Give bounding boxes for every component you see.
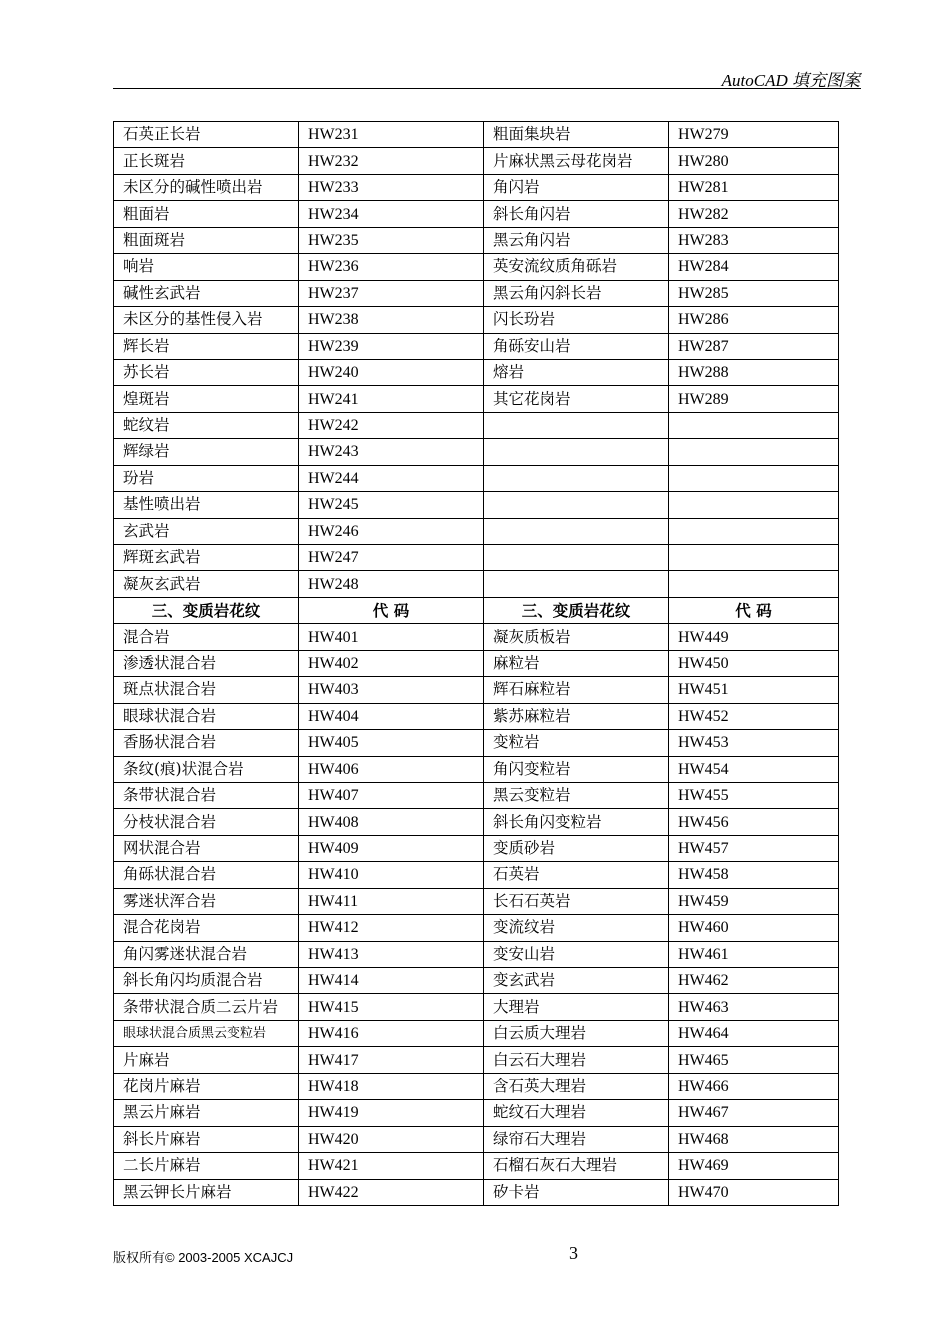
- pattern-code-cell: HW241: [299, 386, 484, 412]
- rock-name-cell: 碱性玄武岩: [114, 280, 299, 306]
- pattern-code-cell: HW237: [299, 280, 484, 306]
- pattern-code-cell: HW235: [299, 227, 484, 253]
- table-row: [114, 888, 839, 914]
- rock-name-cell: 香肠状混合岩: [114, 730, 299, 756]
- pattern-code-cell: HW453: [669, 730, 839, 756]
- table-row: [114, 677, 839, 703]
- rock-name-cell: 片麻岩: [114, 1047, 299, 1073]
- rock-name-cell: 角闪雾迷状混合岩: [114, 941, 299, 967]
- pattern-code-cell: HW239: [299, 333, 484, 359]
- rock-name-cell: 未区分的基性侵入岩: [114, 307, 299, 333]
- rock-name-cell: 斜长角闪变粒岩: [484, 809, 669, 835]
- table-row: [114, 201, 839, 227]
- rock-name-cell: [484, 439, 669, 465]
- rock-name-cell: 黑云钾长片麻岩: [114, 1179, 299, 1205]
- header-divider: [113, 88, 861, 89]
- pattern-code-cell: HW286: [669, 307, 839, 333]
- pattern-code-cell: HW411: [299, 888, 484, 914]
- rock-name-cell: 煌斑岩: [114, 386, 299, 412]
- pattern-code-cell: HW455: [669, 782, 839, 808]
- pattern-code-cell: HW285: [669, 280, 839, 306]
- rock-name-cell: 辉石麻粒岩: [484, 677, 669, 703]
- rock-name-cell: 斜长片麻岩: [114, 1126, 299, 1152]
- pattern-code-cell: [669, 518, 839, 544]
- table-row: [114, 703, 839, 729]
- pattern-code-cell: HW465: [669, 1047, 839, 1073]
- rock-name-cell: 正长斑岩: [114, 148, 299, 174]
- rock-name-cell: 角砾安山岩: [484, 333, 669, 359]
- pattern-code-cell: HW460: [669, 915, 839, 941]
- rock-name-cell: 网状混合岩: [114, 835, 299, 861]
- rock-name-cell: 雾迷状浑合岩: [114, 888, 299, 914]
- pattern-code-cell: HW405: [299, 730, 484, 756]
- header-name-cell: 三、变质岩花纹: [484, 597, 669, 623]
- pattern-code-cell: [669, 545, 839, 571]
- rock-name-cell: 眼球状混合质黑云变粒岩: [114, 1020, 299, 1046]
- rock-name-cell: 白云质大理岩: [484, 1020, 669, 1046]
- rock-name-cell: 二长片麻岩: [114, 1153, 299, 1179]
- pattern-code-cell: HW458: [669, 862, 839, 888]
- pattern-code-cell: HW418: [299, 1073, 484, 1099]
- table-row: [114, 254, 839, 280]
- pattern-code-cell: HW413: [299, 941, 484, 967]
- rock-name-cell: 角砾状混合岩: [114, 862, 299, 888]
- table-row: [114, 915, 839, 941]
- table-row: [114, 1020, 839, 1046]
- pattern-code-cell: HW246: [299, 518, 484, 544]
- rock-name-cell: 石英岩: [484, 862, 669, 888]
- rock-name-cell: [484, 465, 669, 491]
- table-row: [114, 1073, 839, 1099]
- pattern-code-table: [113, 121, 839, 1206]
- pattern-code-cell: [669, 571, 839, 597]
- rock-name-cell: 粗面斑岩: [114, 227, 299, 253]
- pattern-code-cell: HW401: [299, 624, 484, 650]
- table-row: [114, 862, 839, 888]
- table-row: [114, 280, 839, 306]
- rock-name-cell: 黑云片麻岩: [114, 1100, 299, 1126]
- pattern-code-cell: HW420: [299, 1126, 484, 1152]
- rock-name-cell: 其它花岗岩: [484, 386, 669, 412]
- rock-name-cell: 玢岩: [114, 465, 299, 491]
- table-row: [114, 968, 839, 994]
- pattern-code-cell: HW231: [299, 122, 484, 148]
- rock-name-cell: 凝灰质板岩: [484, 624, 669, 650]
- rock-name-cell: 紫苏麻粒岩: [484, 703, 669, 729]
- table-row: [114, 174, 839, 200]
- table-row: [114, 545, 839, 571]
- pattern-code-cell: [669, 465, 839, 491]
- pattern-code-cell: HW406: [299, 756, 484, 782]
- pattern-code-cell: HW280: [669, 148, 839, 174]
- pattern-code-cell: HW288: [669, 359, 839, 385]
- rock-name-cell: 英安流纹质角砾岩: [484, 254, 669, 280]
- rock-name-cell: [484, 492, 669, 518]
- pattern-code-cell: HW236: [299, 254, 484, 280]
- rock-name-cell: 渗透状混合岩: [114, 650, 299, 676]
- pattern-code-cell: HW417: [299, 1047, 484, 1073]
- pattern-code-cell: HW412: [299, 915, 484, 941]
- pattern-code-cell: HW408: [299, 809, 484, 835]
- pattern-code-cell: HW282: [669, 201, 839, 227]
- rock-name-cell: 蛇纹石大理岩: [484, 1100, 669, 1126]
- pattern-code-cell: HW233: [299, 174, 484, 200]
- pattern-code-cell: HW451: [669, 677, 839, 703]
- table-row: [114, 227, 839, 253]
- rock-name-cell: 混合花岗岩: [114, 915, 299, 941]
- rock-name-cell: 熔岩: [484, 359, 669, 385]
- rock-name-cell: 玄武岩: [114, 518, 299, 544]
- rock-name-cell: 斜长角闪岩: [484, 201, 669, 227]
- table-row: [114, 359, 839, 385]
- rock-name-cell: 石榴石灰石大理岩: [484, 1153, 669, 1179]
- header-name-cell: 三、变质岩花纹: [114, 597, 299, 623]
- table-row: [114, 1179, 839, 1205]
- rock-name-cell: 斜长角闪均质混合岩: [114, 968, 299, 994]
- section-header-row: [114, 597, 839, 623]
- rock-name-cell: 斑点状混合岩: [114, 677, 299, 703]
- table-row: [114, 756, 839, 782]
- rock-name-cell: 条纹(痕)状混合岩: [114, 756, 299, 782]
- pattern-code-cell: HW407: [299, 782, 484, 808]
- rock-name-cell: 眼球状混合岩: [114, 703, 299, 729]
- rock-name-cell: 麻粒岩: [484, 650, 669, 676]
- table-row: [114, 730, 839, 756]
- table-row: [114, 809, 839, 835]
- pattern-code-cell: HW466: [669, 1073, 839, 1099]
- rock-name-cell: 角闪变粒岩: [484, 756, 669, 782]
- table-row: [114, 1100, 839, 1126]
- table-row: [114, 571, 839, 597]
- table-row: [114, 835, 839, 861]
- table-row: [114, 1153, 839, 1179]
- rock-name-cell: 黑云角闪岩: [484, 227, 669, 253]
- table-row: [114, 941, 839, 967]
- rock-name-cell: 角闪岩: [484, 174, 669, 200]
- rock-name-cell: 条带状混合质二云片岩: [114, 994, 299, 1020]
- rock-name-cell: 变流纹岩: [484, 915, 669, 941]
- rock-name-cell: 粗面集块岩: [484, 122, 669, 148]
- pattern-code-cell: HW462: [669, 968, 839, 994]
- pattern-code-cell: HW281: [669, 174, 839, 200]
- pattern-code-cell: HW461: [669, 941, 839, 967]
- rock-name-cell: 白云石大理岩: [484, 1047, 669, 1073]
- pattern-code-cell: HW410: [299, 862, 484, 888]
- table-row: [114, 386, 839, 412]
- rock-name-cell: [484, 571, 669, 597]
- table-row: [114, 994, 839, 1020]
- rock-name-cell: 蛇纹岩: [114, 412, 299, 438]
- pattern-code-cell: HW403: [299, 677, 484, 703]
- footer-copyright: 版权所有© 2003-2005 XCAJCJ: [113, 1250, 294, 1265]
- rock-name-cell: 长石石英岩: [484, 888, 669, 914]
- rock-name-cell: 未区分的碱性喷出岩: [114, 174, 299, 200]
- pattern-code-cell: HW289: [669, 386, 839, 412]
- header-code-cell: 代 码: [299, 597, 484, 623]
- rock-name-cell: 闪长玢岩: [484, 307, 669, 333]
- pattern-code-cell: [669, 492, 839, 518]
- pattern-code-cell: HW467: [669, 1100, 839, 1126]
- table-row: [114, 439, 839, 465]
- pattern-code-cell: HW240: [299, 359, 484, 385]
- pattern-code-cell: HW456: [669, 809, 839, 835]
- pattern-code-cell: HW232: [299, 148, 484, 174]
- rock-name-cell: 变质砂岩: [484, 835, 669, 861]
- pattern-code-cell: HW242: [299, 412, 484, 438]
- table-row: [114, 307, 839, 333]
- rock-name-cell: [484, 518, 669, 544]
- pattern-code-cell: HW234: [299, 201, 484, 227]
- pattern-code-cell: HW457: [669, 835, 839, 861]
- rock-name-cell: 花岗片麻岩: [114, 1073, 299, 1099]
- rock-name-cell: 石英正长岩: [114, 122, 299, 148]
- pattern-code-cell: HW402: [299, 650, 484, 676]
- pattern-code-cell: HW422: [299, 1179, 484, 1205]
- pattern-code-cell: HW452: [669, 703, 839, 729]
- rock-name-cell: 凝灰玄武岩: [114, 571, 299, 597]
- pattern-code-cell: HW409: [299, 835, 484, 861]
- pattern-code-cell: HW463: [669, 994, 839, 1020]
- pattern-code-cell: HW415: [299, 994, 484, 1020]
- pattern-code-cell: HW404: [299, 703, 484, 729]
- pattern-code-cell: HW450: [669, 650, 839, 676]
- rock-name-cell: 辉绿岩: [114, 439, 299, 465]
- pattern-code-cell: HW454: [669, 756, 839, 782]
- table-row: [114, 492, 839, 518]
- header-code-cell: 代 码: [669, 597, 839, 623]
- rock-name-cell: 基性喷出岩: [114, 492, 299, 518]
- rock-name-cell: 黑云变粒岩: [484, 782, 669, 808]
- pattern-code-cell: HW421: [299, 1153, 484, 1179]
- rock-name-cell: [484, 545, 669, 571]
- pattern-code-cell: HW244: [299, 465, 484, 491]
- rock-name-cell: 分枝状混合岩: [114, 809, 299, 835]
- pattern-code-cell: HW469: [669, 1153, 839, 1179]
- rock-name-cell: 矽卡岩: [484, 1179, 669, 1205]
- pattern-code-cell: HW459: [669, 888, 839, 914]
- pattern-code-cell: HW464: [669, 1020, 839, 1046]
- pattern-code-cell: [669, 412, 839, 438]
- rock-name-cell: 响岩: [114, 254, 299, 280]
- table-row: [114, 122, 839, 148]
- page-header-title: AutoCAD 填充图案: [721, 71, 860, 90]
- rock-name-cell: 片麻状黑云母花岗岩: [484, 148, 669, 174]
- pattern-code-cell: [669, 439, 839, 465]
- rock-name-cell: [484, 412, 669, 438]
- table-row: [114, 624, 839, 650]
- rock-name-cell: 绿帘石大理岩: [484, 1126, 669, 1152]
- pattern-code-cell: HW414: [299, 968, 484, 994]
- table-row: [114, 1126, 839, 1152]
- pattern-code-cell: HW449: [669, 624, 839, 650]
- table-row: [114, 465, 839, 491]
- table-row: [114, 412, 839, 438]
- table-row: [114, 1047, 839, 1073]
- table-row: [114, 518, 839, 544]
- pattern-code-cell: HW279: [669, 122, 839, 148]
- rock-name-cell: 混合岩: [114, 624, 299, 650]
- pattern-code-cell: HW284: [669, 254, 839, 280]
- rock-name-cell: 含石英大理岩: [484, 1073, 669, 1099]
- rock-name-cell: 变玄武岩: [484, 968, 669, 994]
- table-row: [114, 333, 839, 359]
- pattern-code-cell: HW245: [299, 492, 484, 518]
- page-number: 3: [569, 1243, 578, 1263]
- rock-name-cell: 条带状混合岩: [114, 782, 299, 808]
- rock-name-cell: 辉长岩: [114, 333, 299, 359]
- table-row: [114, 148, 839, 174]
- rock-name-cell: 黑云角闪斜长岩: [484, 280, 669, 306]
- pattern-code-cell: HW287: [669, 333, 839, 359]
- rock-name-cell: 变粒岩: [484, 730, 669, 756]
- pattern-code-cell: HW243: [299, 439, 484, 465]
- pattern-code-cell: HW419: [299, 1100, 484, 1126]
- pattern-code-cell: HW470: [669, 1179, 839, 1205]
- rock-name-cell: 变安山岩: [484, 941, 669, 967]
- rock-name-cell: 辉斑玄武岩: [114, 545, 299, 571]
- table-row: [114, 650, 839, 676]
- pattern-code-cell: HW247: [299, 545, 484, 571]
- table-row: [114, 782, 839, 808]
- pattern-code-cell: HW248: [299, 571, 484, 597]
- pattern-code-cell: HW238: [299, 307, 484, 333]
- pattern-code-cell: HW416: [299, 1020, 484, 1046]
- rock-name-cell: 大理岩: [484, 994, 669, 1020]
- pattern-code-cell: HW468: [669, 1126, 839, 1152]
- rock-name-cell: 粗面岩: [114, 201, 299, 227]
- rock-name-cell: 苏长岩: [114, 359, 299, 385]
- pattern-code-cell: HW283: [669, 227, 839, 253]
